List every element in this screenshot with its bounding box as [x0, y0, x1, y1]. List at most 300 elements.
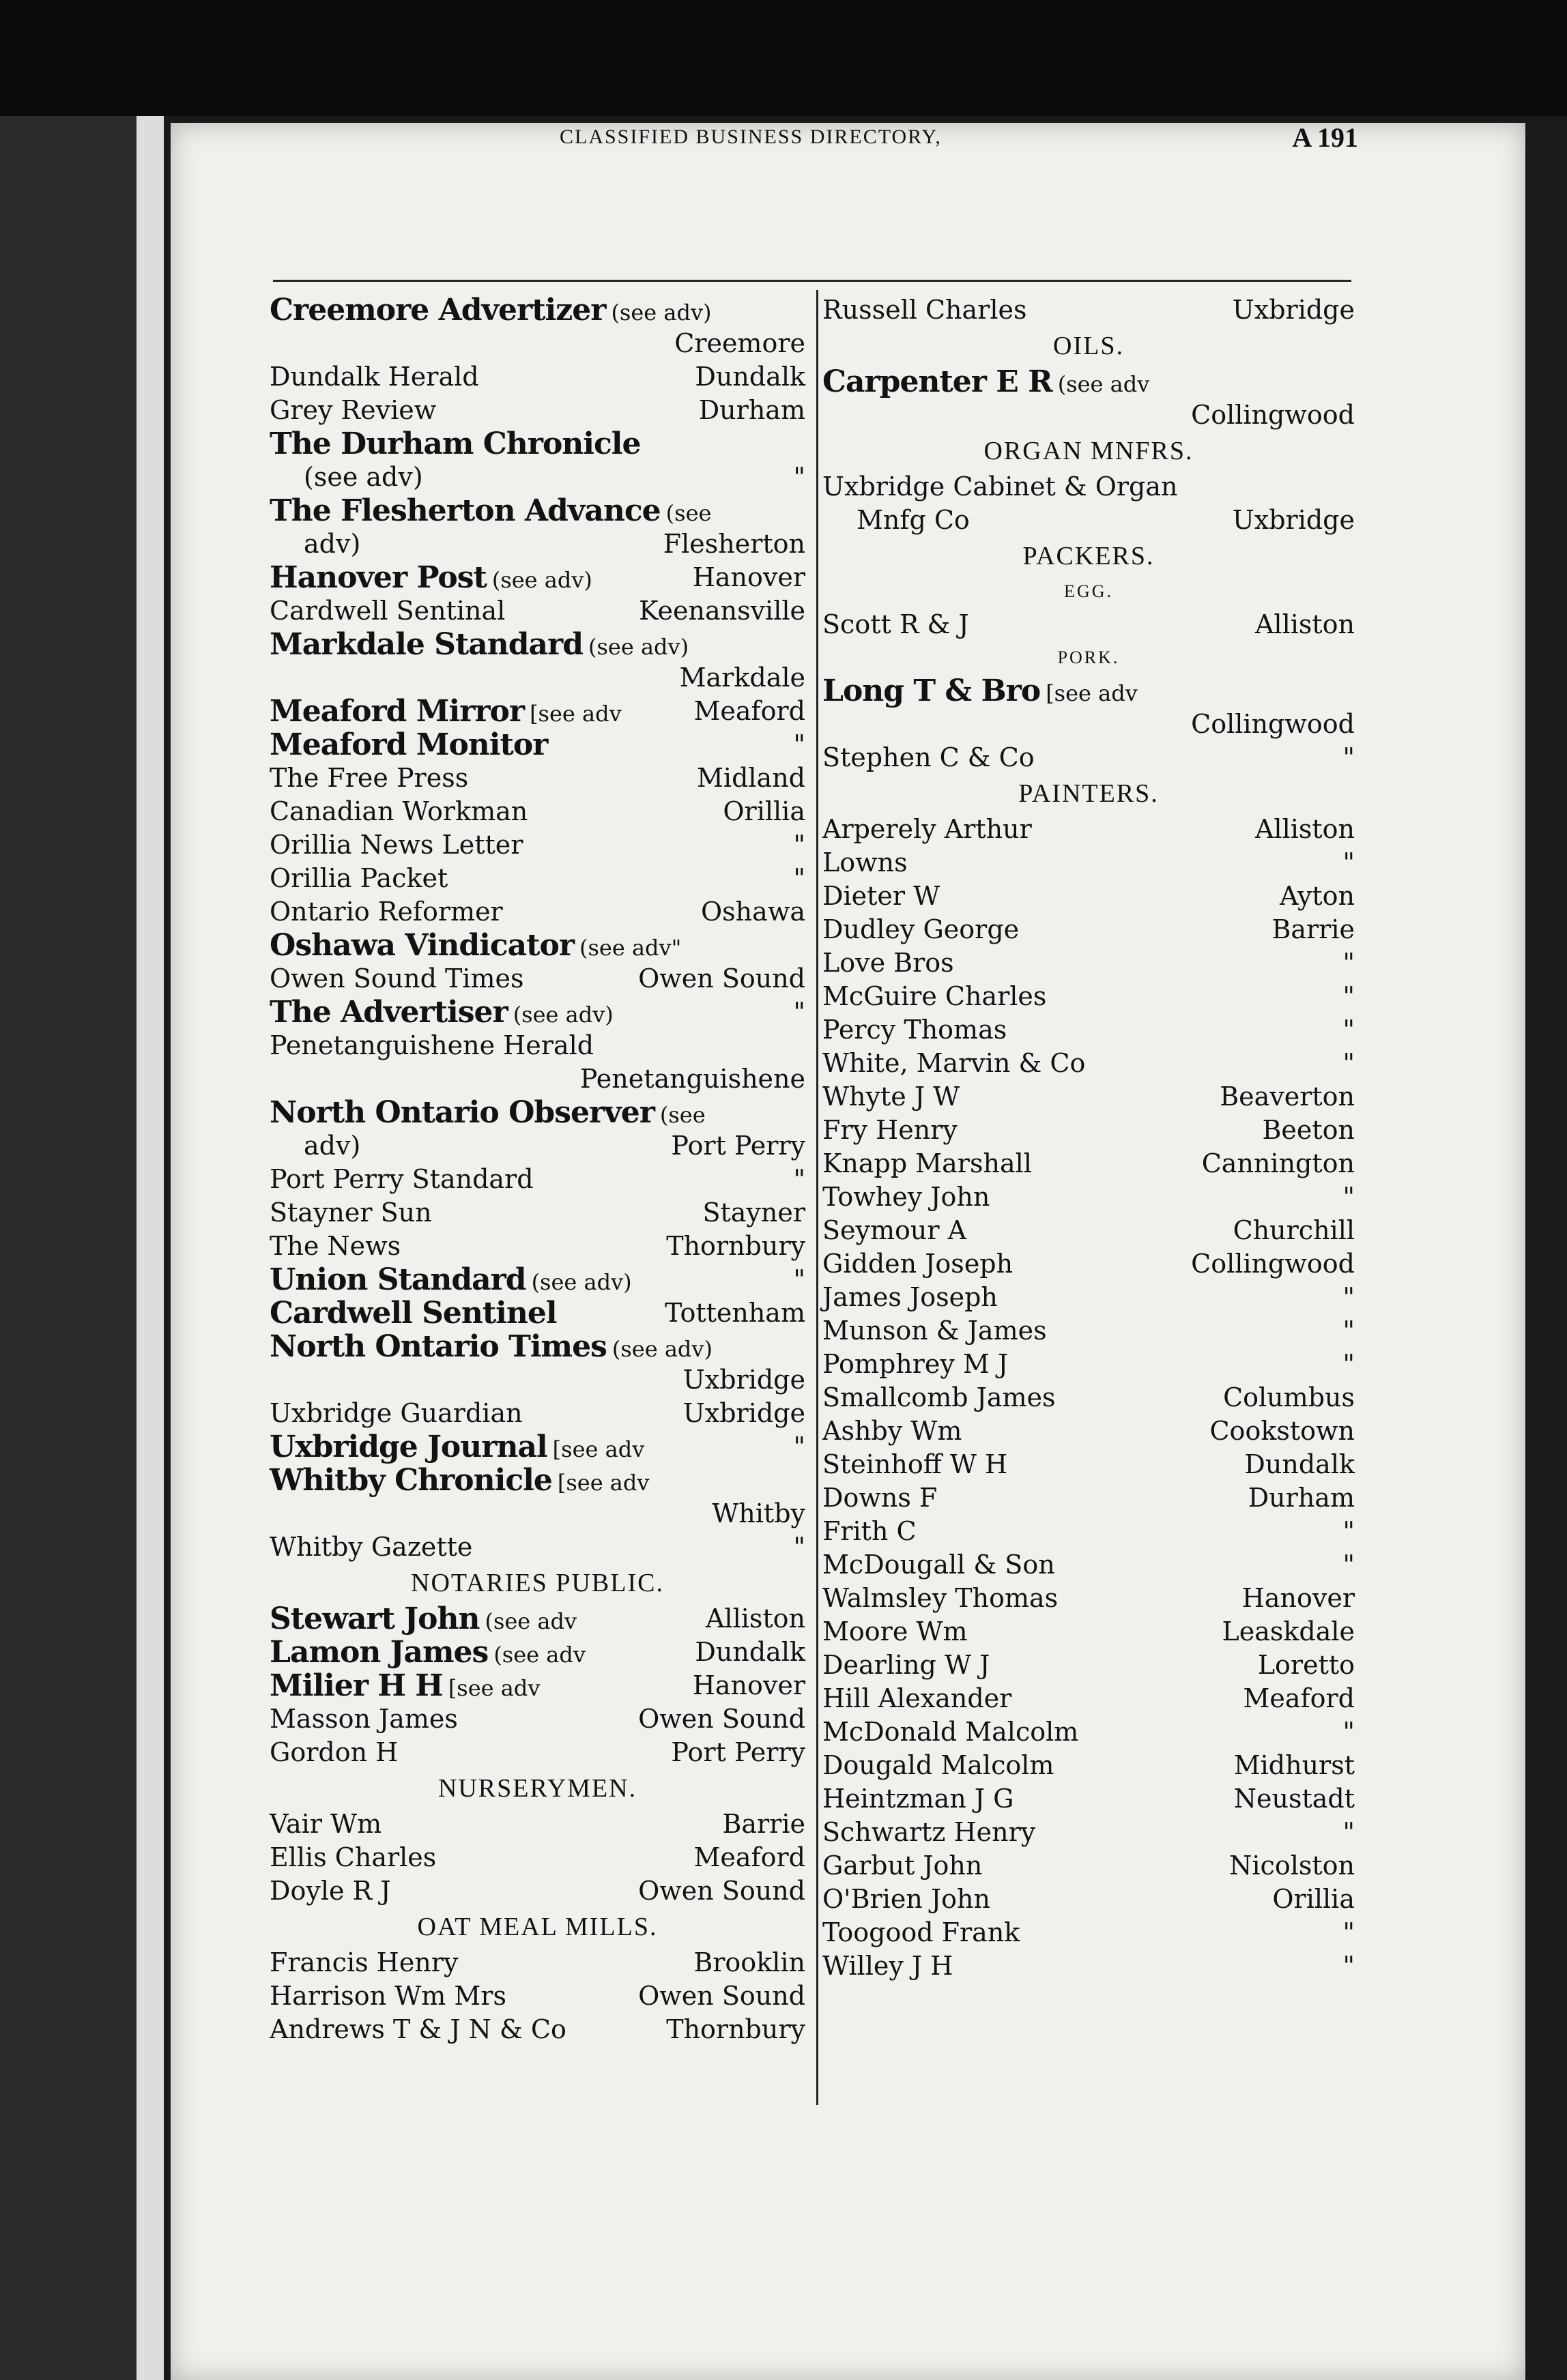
directory-entry [822, 1180, 1355, 1214]
entry-place: " [793, 729, 805, 759]
entry-name [822, 1281, 1003, 1316]
entry-place: Tottenham [665, 1298, 805, 1328]
entry-place: Whitby [712, 1498, 805, 1528]
entry-name [822, 880, 945, 914]
entry-name [270, 895, 508, 930]
entry-name-text: Toogood Frank [822, 1917, 1020, 1947]
see-adv-note: [see adv [1046, 680, 1138, 706]
entry-place: Collingwood [1191, 400, 1355, 430]
directory-entry-continuation [270, 1129, 805, 1163]
entry-name [270, 1397, 528, 1432]
section-heading: NURSERYMEN. [437, 1774, 637, 1803]
entry-name [270, 1736, 403, 1771]
entry-name [822, 1649, 995, 1683]
directory-entry [822, 741, 1355, 774]
entry-name-text: North Ontario Times [270, 1329, 607, 1364]
directory-entry [822, 293, 1355, 327]
entry-name [822, 1214, 972, 1249]
entry-name [270, 1464, 649, 1500]
entry-place: Columbus [1223, 1382, 1355, 1412]
entry-place: Owen Sound [638, 1704, 805, 1734]
entry-name-text: Percy Thomas [822, 1015, 1007, 1045]
directory-entry-continuation [822, 398, 1355, 432]
entry-name [822, 1247, 1018, 1282]
entry-name [822, 1348, 1013, 1382]
directory-entry [822, 1715, 1355, 1749]
directory-entry [822, 1615, 1355, 1649]
entry-name-text: Dundalk Herald [270, 362, 479, 392]
directory-entry [822, 1782, 1355, 1816]
entry-name-text: Markdale Standard [270, 627, 584, 662]
directory-entry [270, 1702, 805, 1736]
directory-entry [822, 1114, 1355, 1147]
entry-name-text: Scott R & J [822, 609, 969, 639]
entry-place: Barrie [722, 1809, 805, 1839]
entry-name [822, 980, 1052, 1015]
subsection-heading: PORK. [1057, 648, 1120, 667]
entry-name [822, 1582, 1063, 1616]
entry-name-text: The Durham Chronicle [270, 426, 641, 461]
entry-name [857, 398, 862, 433]
see-adv-note: [see adv [557, 1470, 650, 1496]
section-heading: OAT MEAL MILLS. [417, 1913, 658, 1941]
entry-name [270, 929, 681, 965]
entry-place: Churchill [1233, 1215, 1355, 1245]
running-title: CLASSIFIED BUSINESS DIRECTORY, [560, 126, 942, 148]
directory-entry [270, 862, 805, 895]
entry-place: " [793, 1432, 805, 1462]
entry-name [822, 946, 960, 981]
directory-entry [270, 895, 805, 929]
entry-name-text: Dougald Malcolm [822, 1750, 1054, 1780]
entry-name [822, 1180, 995, 1215]
directory-entry [822, 1414, 1355, 1448]
entry-place: Port Perry [671, 1737, 805, 1767]
entry-name-text: Orillia News Letter [270, 830, 523, 860]
entry-place: Cookstown [1209, 1416, 1355, 1446]
entry-name-text: Moore Wm [822, 1616, 968, 1646]
entry-place: Hanover [1241, 1583, 1355, 1613]
entry-name [270, 1808, 387, 1842]
entry-name-text: Arperely Arthur [822, 814, 1032, 844]
entry-name [270, 1029, 599, 1064]
entry-place: Uxbridge [682, 1365, 805, 1395]
directory-entry [822, 1749, 1355, 1782]
entry-name [270, 360, 485, 395]
entry-place: Owen Sound [638, 1981, 805, 2011]
entry-name [822, 1515, 922, 1550]
entry-name [822, 365, 1149, 401]
page-header [389, 121, 1358, 162]
directory-entry [822, 674, 1355, 708]
entry-place: Penetanguishene [579, 1064, 805, 1094]
entry-place: " [793, 1264, 805, 1294]
entry-place: Orillia [723, 796, 805, 826]
directory-entry [822, 1849, 1355, 1883]
entry-name [304, 661, 309, 696]
entry-name-text: Hanover Post [270, 560, 487, 595]
entry-name-text: Carpenter E R [822, 364, 1052, 399]
directory-entry [270, 695, 805, 728]
entry-name [304, 327, 309, 362]
entry-name-text: Russell Charles [822, 295, 1027, 325]
directory-entry [270, 1841, 805, 1874]
directory-entry [822, 1381, 1355, 1414]
directory-entry-continuation [270, 661, 805, 695]
entry-name-text: Meaford Monitor [270, 727, 548, 762]
entry-place: " [793, 830, 805, 860]
directory-entry [822, 980, 1355, 1013]
entry-name [270, 494, 711, 530]
entry-place: Stayner [702, 1198, 805, 1228]
entry-name-text: White, Marvin & Co [822, 1048, 1086, 1078]
entry-name-text: Heintzman J G [822, 1784, 1014, 1814]
entry-name [822, 1548, 1061, 1583]
directory-entry [822, 470, 1355, 504]
see-adv-note: (see adv) [588, 634, 689, 660]
directory-entry-continuation [822, 708, 1355, 741]
directory-entry [270, 1979, 805, 2013]
entry-name-text: Gordon H [270, 1737, 399, 1767]
entry-place: Uxbridge [682, 1398, 805, 1428]
entry-place: Orillia [1272, 1884, 1355, 1914]
directory-entry [270, 1296, 805, 1330]
entry-name-text: McDonald Malcolm [822, 1717, 1079, 1747]
entry-place: Keenansville [639, 596, 805, 626]
directory-entry [270, 1636, 805, 1669]
directory-entry [822, 1649, 1355, 1682]
entry-name [822, 1782, 1019, 1817]
entry-name [270, 996, 614, 1032]
entry-name [270, 594, 511, 629]
entry-name-text: Lowns [822, 847, 908, 877]
entry-name [270, 728, 553, 764]
entry-name [270, 394, 442, 429]
entry-place: " [1342, 981, 1355, 1011]
entry-name [857, 504, 975, 538]
entry-place: Cannington [1201, 1148, 1355, 1178]
entry-place: " [1342, 1917, 1355, 1947]
entry-place: Thornbury [666, 1231, 805, 1261]
header-rule [273, 280, 1351, 282]
entry-name-text: Francis Henry [270, 1947, 459, 1977]
entry-name-text: Schwartz Henry [822, 1817, 1036, 1847]
entry-name [822, 1448, 1013, 1483]
entry-name-text: Uxbridge Guardian [270, 1398, 523, 1428]
entry-name [822, 1314, 1052, 1349]
entry-place: Durham [698, 395, 805, 425]
directory-entry [270, 1946, 805, 1979]
entry-name-text: Lamon James [270, 1635, 489, 1670]
entry-name [304, 1497, 309, 1532]
entry-place: Uxbridge [1232, 295, 1355, 325]
directory-entry [270, 1397, 805, 1430]
entry-place: Creemore [674, 328, 805, 358]
entry-name [270, 1874, 396, 1909]
entry-place: Owen Sound [638, 963, 805, 993]
directory-entry [822, 1515, 1355, 1548]
entry-name-text: Stayner Sun [270, 1198, 432, 1228]
entry-place: " [1342, 1951, 1355, 1981]
directory-entry [270, 795, 805, 828]
entry-name-text: Andrews T & J N & Co [270, 2014, 566, 2044]
page-edge [136, 116, 164, 2380]
section-heading: ORGAN MNFRS. [983, 437, 1194, 465]
entry-name-text: McDougall & Son [822, 1550, 1055, 1580]
directory-entry [822, 1314, 1355, 1348]
entry-name-text: Vair Wm [270, 1809, 382, 1839]
entry-name-text: Milier H H [270, 1668, 443, 1703]
entry-name-text: Long T & Bro [822, 673, 1041, 708]
entry-name-text: The Advertiser [270, 995, 508, 1030]
page-number: A 191 [1292, 122, 1358, 153]
entry-name-text: Meaford Mirror [270, 694, 525, 729]
section-heading: PACKERS. [1022, 542, 1155, 570]
entry-name-text: Ontario Reformer [270, 897, 503, 927]
directory-entry-continuation [270, 327, 805, 360]
entry-name [270, 1296, 562, 1333]
directory-entry [270, 1736, 805, 1769]
entry-place: Midland [697, 763, 805, 793]
entry-name [822, 1414, 967, 1449]
entry-name-text: McGuire Charles [822, 981, 1047, 1011]
entry-name-text: Owen Sound Times [270, 963, 524, 993]
directory-entry [822, 1682, 1355, 1715]
directory-entry [270, 494, 805, 527]
entry-name-text: Garbut John [822, 1851, 983, 1881]
entry-name-text: Mnfg Co [857, 505, 970, 535]
see-adv-note: (see [665, 500, 712, 526]
entry-place: Nicolston [1229, 1851, 1355, 1881]
directory-entry [822, 1147, 1355, 1180]
entry-place: Hanover [692, 1670, 805, 1700]
entry-name-text: Steinhoff W H [822, 1449, 1008, 1479]
right-column [822, 293, 1355, 1983]
entry-place: " [793, 997, 805, 1027]
entry-place: " [1342, 1717, 1355, 1747]
directory-entry [270, 1196, 805, 1230]
directory-entry [270, 1669, 805, 1702]
directory-entry [270, 427, 805, 461]
entry-name [304, 461, 429, 495]
directory-entry [822, 1548, 1355, 1582]
entry-name [304, 1062, 309, 1097]
section-heading: PAINTERS. [1018, 779, 1159, 808]
entry-name [822, 1682, 1017, 1717]
entry-name [270, 2013, 572, 2048]
entry-place: " [1342, 1349, 1355, 1379]
entry-name [270, 795, 533, 830]
directory-entry-continuation [270, 461, 805, 494]
entry-name-text: Port Perry Standard [270, 1164, 534, 1194]
entry-place: Markdale [679, 663, 805, 693]
directory-entry [822, 913, 1355, 946]
entry-name-text: Whyte J W [822, 1082, 960, 1112]
directory-entry-continuation [822, 504, 1355, 537]
entry-place: Collingwood [1191, 709, 1355, 739]
entry-place: " [1342, 1048, 1355, 1078]
directory-entry [822, 1013, 1355, 1047]
see-adv-note: (see adv) [612, 1336, 713, 1362]
directory-entry [822, 1214, 1355, 1247]
see-adv-note: (see adv" [579, 935, 682, 961]
see-adv-note: (see adv) [531, 1269, 632, 1295]
entry-name-text: Towhey John [822, 1182, 990, 1212]
entry-name [270, 1841, 442, 1876]
entry-name-text: Doyle R J [270, 1876, 391, 1906]
entry-name-text: Knapp Marshall [822, 1148, 1032, 1178]
entry-place: Uxbridge [1232, 505, 1355, 535]
directory-entry-continuation [270, 1062, 805, 1096]
entry-name [822, 1916, 1025, 1951]
entry-name-text: Stephen C & Co [822, 742, 1035, 772]
entry-place: Dundalk [1244, 1449, 1355, 1479]
entry-name-text: Union Standard [270, 1262, 526, 1297]
entry-place: Oshawa [701, 897, 805, 927]
directory-entry [822, 1916, 1355, 1949]
section-heading: OILS. [1053, 332, 1124, 360]
directory-entry [270, 996, 805, 1029]
entry-name-text: Dieter W [822, 881, 940, 911]
entry-name [270, 1979, 512, 2014]
entry-place: " [1342, 1817, 1355, 1847]
entry-name-text: The Flesherton Advance [270, 493, 661, 528]
directory-entry [270, 293, 805, 327]
directory-entry [822, 846, 1355, 880]
entry-name-text: O'Brien John [822, 1884, 990, 1914]
see-adv-note: (see adv [485, 1608, 577, 1634]
entry-name [270, 628, 689, 664]
entry-place: " [1342, 1282, 1355, 1312]
entry-place: Meaford [693, 696, 805, 726]
directory-entry [822, 1582, 1355, 1615]
directory-entry [270, 1530, 805, 1564]
entry-name-text: Dudley George [822, 914, 1020, 944]
entry-name-text: (see adv) [304, 462, 423, 492]
entry-place: Leaskdale [1222, 1616, 1355, 1646]
entry-name [822, 1849, 988, 1884]
entry-name-text: Seymour A [822, 1215, 967, 1245]
entry-name [822, 1080, 965, 1115]
see-adv-note: (see adv [1057, 371, 1150, 397]
entry-name-text: Ellis Charles [270, 1842, 437, 1872]
entry-name [822, 608, 975, 643]
entry-place: Dundalk [695, 1637, 805, 1667]
entry-name-text: Cardwell Sentinal [270, 596, 506, 626]
directory-entry [270, 594, 805, 628]
entry-name [822, 1883, 996, 1917]
entry-place: Loretto [1257, 1650, 1355, 1680]
directory-entry-continuation [270, 527, 805, 561]
entry-name [822, 741, 1040, 776]
entry-name [304, 1129, 366, 1164]
entry-place: Alliston [1254, 814, 1355, 844]
entry-place: Beaverton [1220, 1082, 1355, 1112]
entry-name [270, 1096, 706, 1132]
directory-entry [270, 561, 805, 594]
directory-entry [270, 728, 805, 761]
entry-name [822, 1615, 973, 1650]
directory-entry-continuation [270, 1497, 805, 1530]
entry-name [270, 695, 622, 731]
directory-entry [270, 962, 805, 996]
directory-entry [270, 1029, 805, 1062]
directory-entry [270, 1430, 805, 1464]
entry-place: Thornbury [666, 2014, 805, 2044]
entry-name-text: Canadian Workman [270, 796, 528, 826]
entry-name-text: Harrison Wm Mrs [270, 1981, 506, 2011]
entry-name-text: Munson & James [822, 1316, 1047, 1346]
entry-name-text: Smallcomb James [822, 1382, 1056, 1412]
entry-place: Hanover [692, 562, 805, 592]
entry-name [270, 1230, 406, 1264]
directory-entry [270, 394, 805, 427]
entry-place: Midhurst [1233, 1750, 1355, 1780]
entry-name [270, 1530, 478, 1565]
entry-place: " [1342, 1516, 1355, 1546]
directory-entry [822, 813, 1355, 846]
entry-name-text: Whitby Chronicle [270, 1463, 552, 1498]
directory-entry [822, 1281, 1355, 1314]
directory-entry [822, 1816, 1355, 1849]
directory-entry [270, 2013, 805, 2046]
entry-name [270, 1263, 632, 1299]
directory-entry [270, 1096, 805, 1129]
entry-name [822, 1047, 1091, 1082]
entry-place: Flesherton [663, 529, 805, 559]
entry-name-text: Gidden Joseph [822, 1249, 1013, 1279]
directory-entry [270, 1602, 805, 1636]
see-adv-note: (see adv) [611, 300, 712, 325]
entry-place: Port Perry [671, 1131, 805, 1161]
entry-place: Ayton [1280, 881, 1355, 911]
directory-entry-continuation [270, 1363, 805, 1397]
entry-name [304, 1363, 309, 1398]
directory-entry [822, 1080, 1355, 1114]
entry-name [822, 846, 913, 881]
directory-entry [270, 360, 805, 394]
entry-name [270, 1702, 463, 1737]
entry-place: Beeton [1262, 1115, 1355, 1145]
entry-name [822, 1715, 1084, 1750]
entry-name-text: Ashby Wm [822, 1416, 962, 1446]
entry-name-text: Love Bros [822, 948, 954, 978]
entry-name [270, 293, 712, 330]
directory-entry [270, 1230, 805, 1263]
entry-place: " [793, 462, 805, 492]
directory-entry [822, 1949, 1355, 1983]
left-column [270, 293, 805, 2046]
directory-entry [822, 880, 1355, 913]
entry-name-text: Willey J H [822, 1951, 953, 1981]
scan-top-border [0, 0, 1567, 116]
directory-entry [270, 1874, 805, 1908]
entry-name [270, 1196, 437, 1231]
directory-entry [822, 1047, 1355, 1080]
entry-name-text: Stewart John [270, 1601, 480, 1636]
entry-place: " [1342, 1015, 1355, 1045]
entry-name [822, 470, 1183, 505]
entry-name-text: Uxbridge Journal [270, 1430, 547, 1464]
entry-name-text: Downs F [822, 1483, 938, 1513]
entry-name-text: Pomphrey M J [822, 1349, 1009, 1379]
directory-entry [822, 365, 1355, 398]
entry-name [822, 1114, 963, 1148]
entry-name-text: Grey Review [270, 395, 437, 425]
entry-name [822, 913, 1024, 948]
entry-name-text: adv) [304, 1131, 361, 1161]
see-adv-note: (see adv [493, 1642, 586, 1668]
